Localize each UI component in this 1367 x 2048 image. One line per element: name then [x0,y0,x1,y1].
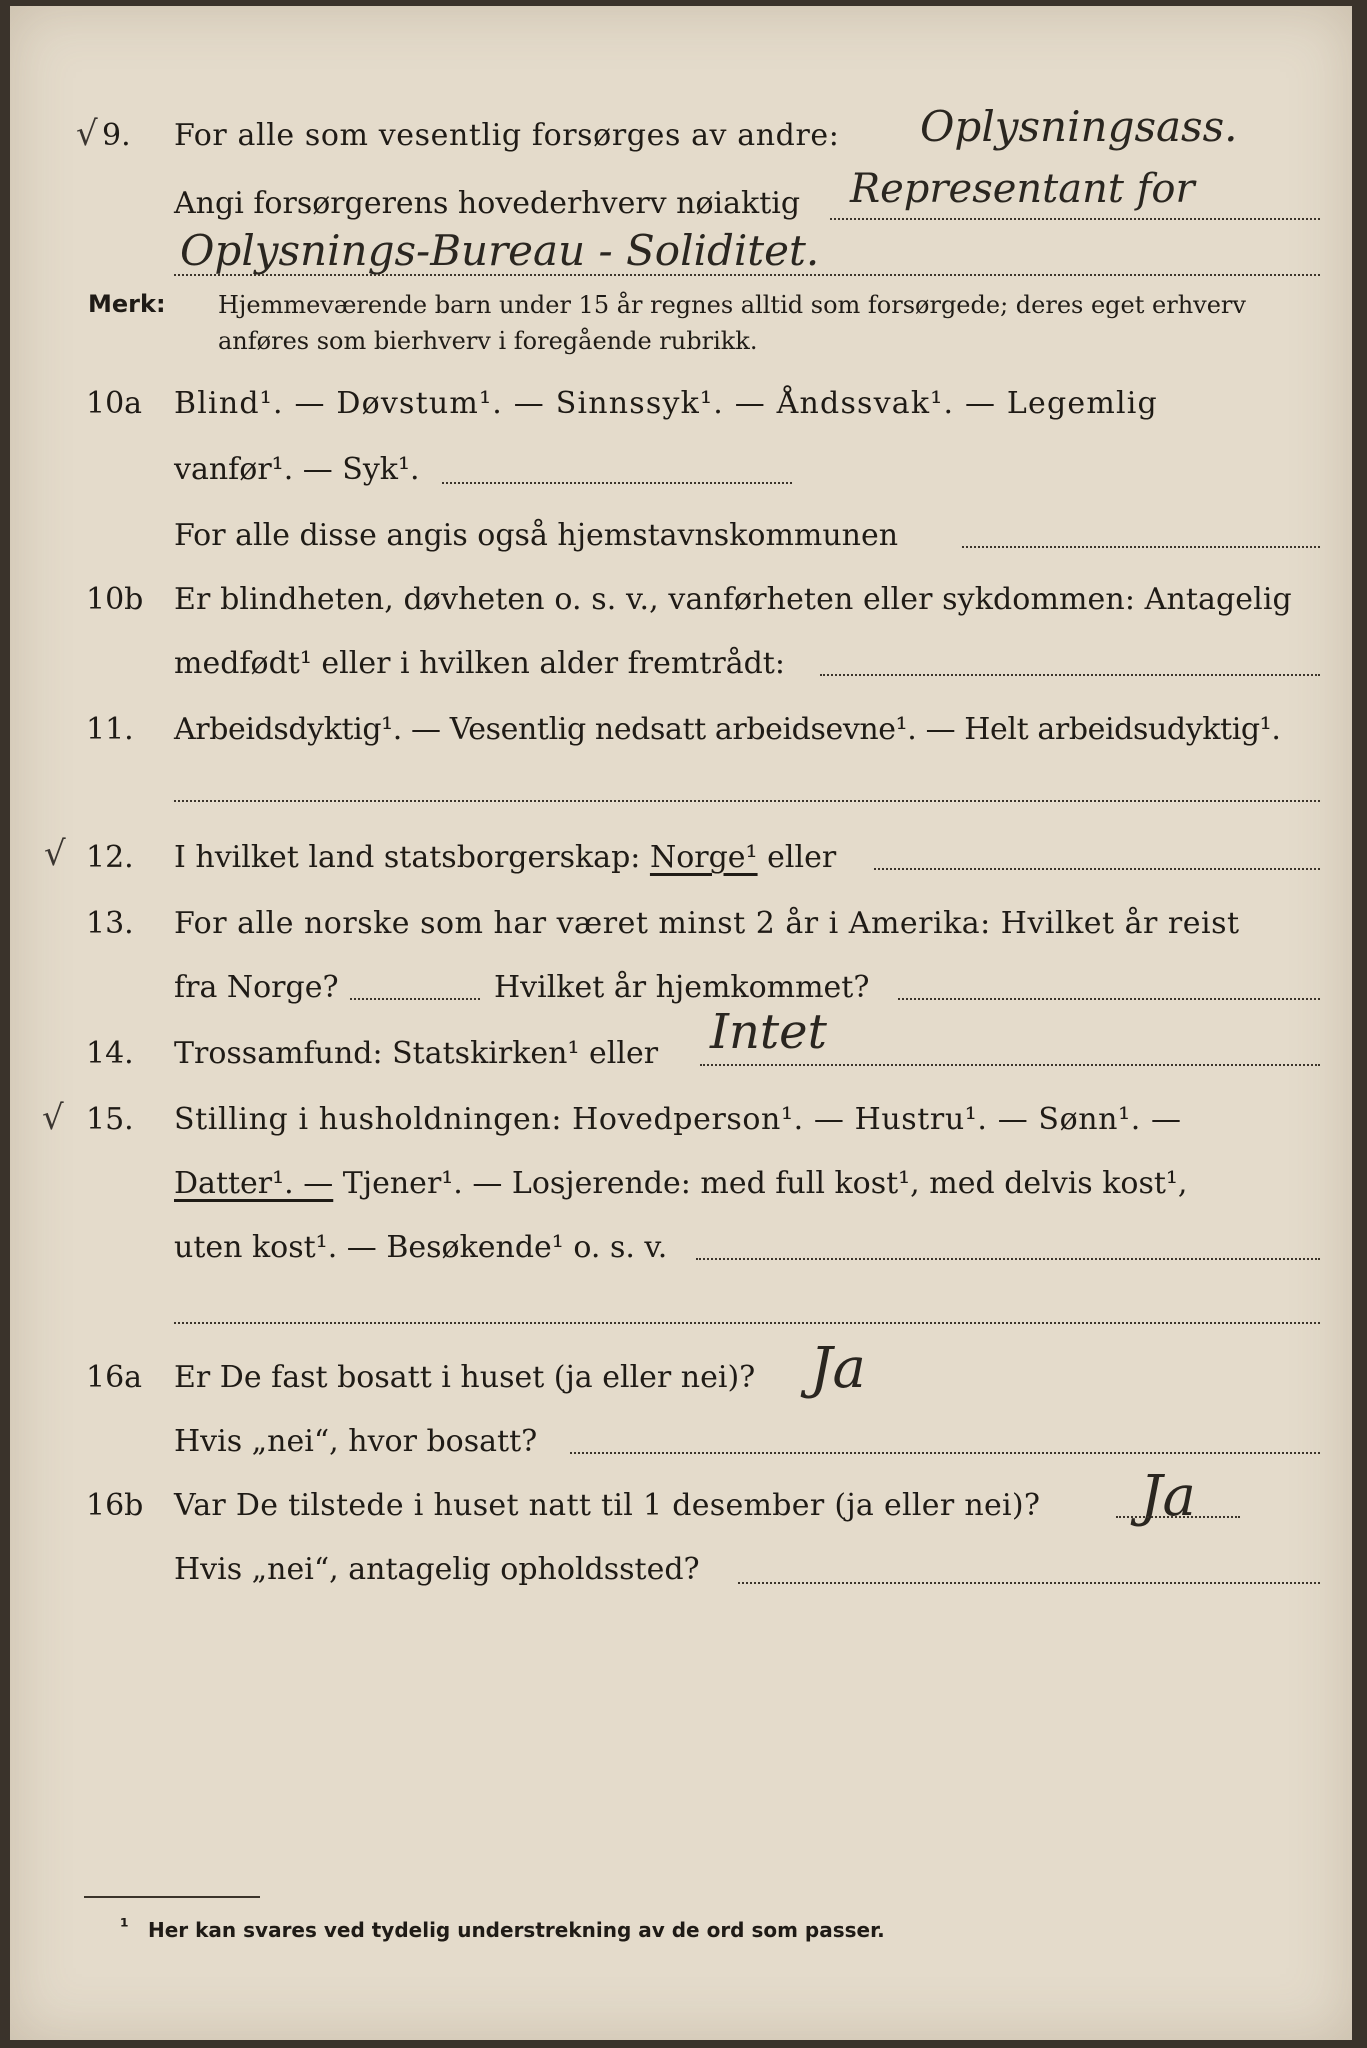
answer-line [1116,1516,1240,1518]
question-16a-line-1: Er De fast bosatt i huset (ja eller nei)? [174,1360,756,1395]
note-line-1: Hjemmeværende barn under 15 år regnes alltid som forsørgede; deres eget erhverv [218,291,1246,319]
footnote-marker: ¹ [120,1914,129,1938]
question-14-line-1: Trossamfund: Statskirken¹ eller [174,1036,659,1071]
question-14-number: 14. [86,1036,134,1071]
handwriting-occupation-3: Oplysnings-Bureau - Soliditet. [180,226,820,275]
question-10a-line-3: For alle disse angis også hjemstavnskommunen [174,518,899,553]
question-9-number: 9. [102,118,131,153]
underlined-datter: Datter¹. — [174,1166,334,1201]
answer-line [898,998,1320,1000]
question-10b-line-2: medfødt¹ eller i hvilken alder fremtrådt: [174,646,785,681]
check-mark-icon: √ [76,114,98,154]
question-10a-line-1: Blind¹. — Døvstum¹. — Sinnssyk¹. — Åndssvak¹. — Legemlig [174,386,1158,421]
question-11-number: 11. [86,712,134,747]
handwriting-answer-ja: Ja [1140,1464,1196,1529]
question-10b-line-1: Er blindheten, døvheten o. s. v., vanførheten eller sykdommen: Antagelig [174,582,1292,617]
question-12-number: 12. [86,840,134,875]
question-11-line-1: Arbeidsdyktig¹. — Vesentlig nedsatt arbeidsevne¹. — Helt arbeidsudyktig¹. [174,712,1281,747]
question-15-number: 15. [86,1102,134,1137]
answer-line [830,218,1320,220]
answer-line [700,1064,1320,1066]
answer-line [350,998,480,1000]
question-13-line-2b: Hvilket år hjemkommet? [494,970,870,1005]
handwriting-answer-ja: Ja [810,1336,866,1401]
question-16a-line-2: Hvis „nei“, hvor bosatt? [174,1424,538,1459]
handwriting-religion: Intet [710,1004,827,1060]
handwriting-occupation-1: Oplysningsass. [920,102,1238,151]
question-9-line-2: Angi forsørgerens hovederhverv nøiaktig [174,186,801,221]
answer-line [874,868,1320,870]
question-15-line-1: Stilling i husholdningen: Hovedperson¹. — Hustru¹. — Sønn¹. — [174,1102,1182,1137]
question-13-line-1: For alle norske som har været minst 2 år i Amerika: Hvilket år reist [174,906,1240,941]
question-16b-number: 16b [86,1488,144,1523]
question-12-line [174,840,836,876]
answer-line [738,1582,1320,1584]
footnote-rule [84,1896,260,1898]
underlined-norge: Norge¹ [649,840,758,875]
check-mark-icon: √ [42,1098,64,1138]
question-10b-number: 10b [86,582,144,617]
answer-line [820,674,1320,676]
question-15-line-3: uten kost¹. — Besøkende¹ o. s. v. [174,1230,668,1265]
answer-line [696,1258,1320,1260]
question-16b-line-2: Hvis „nei“, antagelig opholdssted? [174,1552,700,1587]
question-9-line-1: For alle som vesentlig forsørges av andre: [174,118,840,153]
separator-line [174,1322,1320,1324]
answer-line [570,1452,1320,1454]
answer-line [442,482,792,484]
question-12-prefix: I hvilket land statsborgerskap: [174,840,641,875]
question-16b-line-1: Var De tilstede i huset natt til 1 desember (ja eller nei)? [174,1488,1041,1523]
question-10a-number: 10a [86,386,143,421]
note-line-2: anføres som bierhverv i foregående rubrikk. [218,327,758,355]
question-13-line-2a: fra Norge? [174,970,339,1005]
check-mark-icon: √ [44,834,66,874]
census-form-page [10,6,1352,2040]
question-13-number: 13. [86,906,134,941]
question-10a-line-2: vanfør¹. — Syk¹. [174,452,420,487]
separator-line [174,800,1320,802]
footnote-text: Her kan svares ved tydelig understrekning av de ord som passer. [148,1918,885,1942]
question-15-line-2-text: Tjener¹. — Losjerende: med full kost¹, med delvis kost¹, [342,1166,1188,1201]
question-16a-number: 16a [86,1360,143,1395]
question-12-suffix: eller [767,840,837,875]
note-label: Merk: [88,290,166,318]
handwriting-occupation-2: Representant for [850,166,1195,212]
question-15-line-2 [174,1166,1187,1202]
answer-line [962,546,1320,548]
